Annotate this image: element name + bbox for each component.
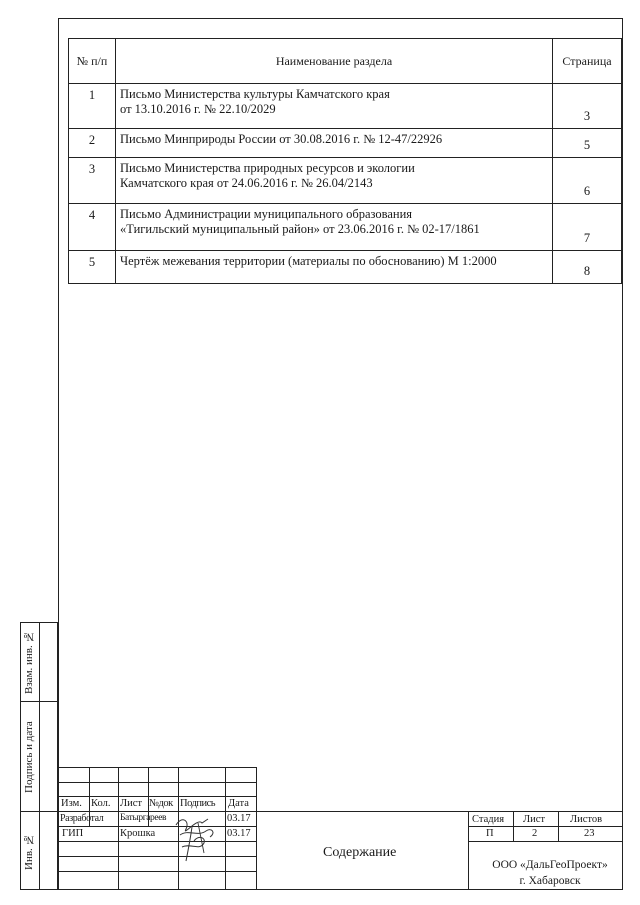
row-name-line2: от 13.10.2016 г. № 22.10/2029 (120, 102, 276, 116)
sheets-value: 23 (584, 828, 595, 839)
row-num: 5 (69, 251, 116, 284)
developed-name: Батыргареев (120, 813, 167, 823)
tb-line (58, 796, 256, 797)
organization (476, 857, 624, 889)
tb-header-kol: Кол. (91, 798, 111, 809)
table-row (69, 129, 622, 158)
row-num: 3 (69, 158, 116, 204)
gip-date: 03.17 (227, 828, 251, 839)
row-num: 4 (69, 204, 116, 251)
row-page: 8 (553, 251, 622, 284)
header-name: Наименование раздела (116, 39, 553, 84)
gip-role: ГИП (62, 828, 84, 839)
row-num: 1 (69, 84, 116, 129)
row-page: 3 (553, 84, 622, 129)
sheets-label: Листов (570, 814, 603, 825)
inv-label: Инв. № (23, 833, 35, 871)
table-row (69, 84, 622, 129)
tb-header-izm: Изм. (61, 798, 82, 809)
tb-header-data: Дата (228, 798, 249, 809)
row-name-line1: Письмо Минприроды России от 30.08.2016 г. № 12-47/22926 (120, 132, 443, 146)
row-page: 7 (553, 204, 622, 251)
header-page: Страница (553, 39, 622, 84)
tb-line (558, 811, 559, 841)
tb-line (256, 767, 257, 890)
table-header-row (69, 39, 622, 84)
strip-divider (21, 811, 57, 812)
tb-line (58, 871, 256, 872)
tb-line (468, 826, 623, 827)
row-name (116, 84, 553, 129)
tb-line (468, 811, 469, 890)
row-name (116, 251, 553, 284)
table-row (69, 251, 622, 284)
contents-table (68, 38, 622, 284)
developed-date: 03.17 (227, 813, 251, 824)
tb-line (468, 841, 623, 842)
row-name (116, 204, 553, 251)
podpis-label: Подпись и дата (23, 721, 35, 793)
stage-label: Стадия (472, 814, 505, 825)
row-name-line2: Камчатского края от 24.06.2016 г. № 26.04/2143 (120, 176, 373, 190)
document-title: Содержание (323, 845, 397, 860)
strip-divider (39, 623, 40, 889)
sheet-label: Лист (523, 814, 545, 825)
header-num: № п/п (69, 39, 116, 84)
stage-value: П (486, 828, 494, 839)
organization-city: г. Хабаровск (519, 875, 581, 887)
row-name (116, 158, 553, 204)
tb-header-podpis: Подпись (180, 798, 216, 809)
tb-line (58, 811, 623, 812)
organization-name: ООО «ДальГеоПроект» (492, 859, 608, 871)
signature-mark (168, 807, 228, 867)
tb-line (513, 811, 514, 841)
row-name-line1: Письмо Министерства природных ресурсов и экологии (120, 161, 415, 175)
gip-name: Крошка (120, 828, 156, 839)
sheet-value: 2 (532, 828, 538, 839)
row-name-line1: Чертёж межевания территории (материалы по обоснованию) М 1:2000 (120, 254, 497, 268)
row-name (116, 129, 553, 158)
vzam-label: Взам. инв. № (23, 630, 35, 694)
strip-divider (21, 701, 57, 702)
side-strip (20, 622, 58, 890)
tb-line (118, 767, 119, 890)
table-row (69, 204, 622, 251)
tb-header-list: Лист (120, 798, 142, 809)
tb-header-ndok: №док (149, 798, 173, 809)
row-page: 5 (553, 129, 622, 158)
row-num: 2 (69, 129, 116, 158)
developed-role: Разработал (60, 813, 104, 824)
tb-line (58, 782, 256, 783)
row-page: 6 (553, 158, 622, 204)
row-name-line1: Письмо Администрации муниципального образования (120, 207, 413, 221)
row-name-line1: Письмо Министерства культуры Камчатского края (120, 87, 390, 101)
title-block (58, 767, 623, 890)
row-name-line2: «Тигильский муниципальный район» от 23.06.2016 г. № 02-17/1861 (120, 222, 480, 236)
table-row (69, 158, 622, 204)
tb-line (58, 767, 256, 768)
